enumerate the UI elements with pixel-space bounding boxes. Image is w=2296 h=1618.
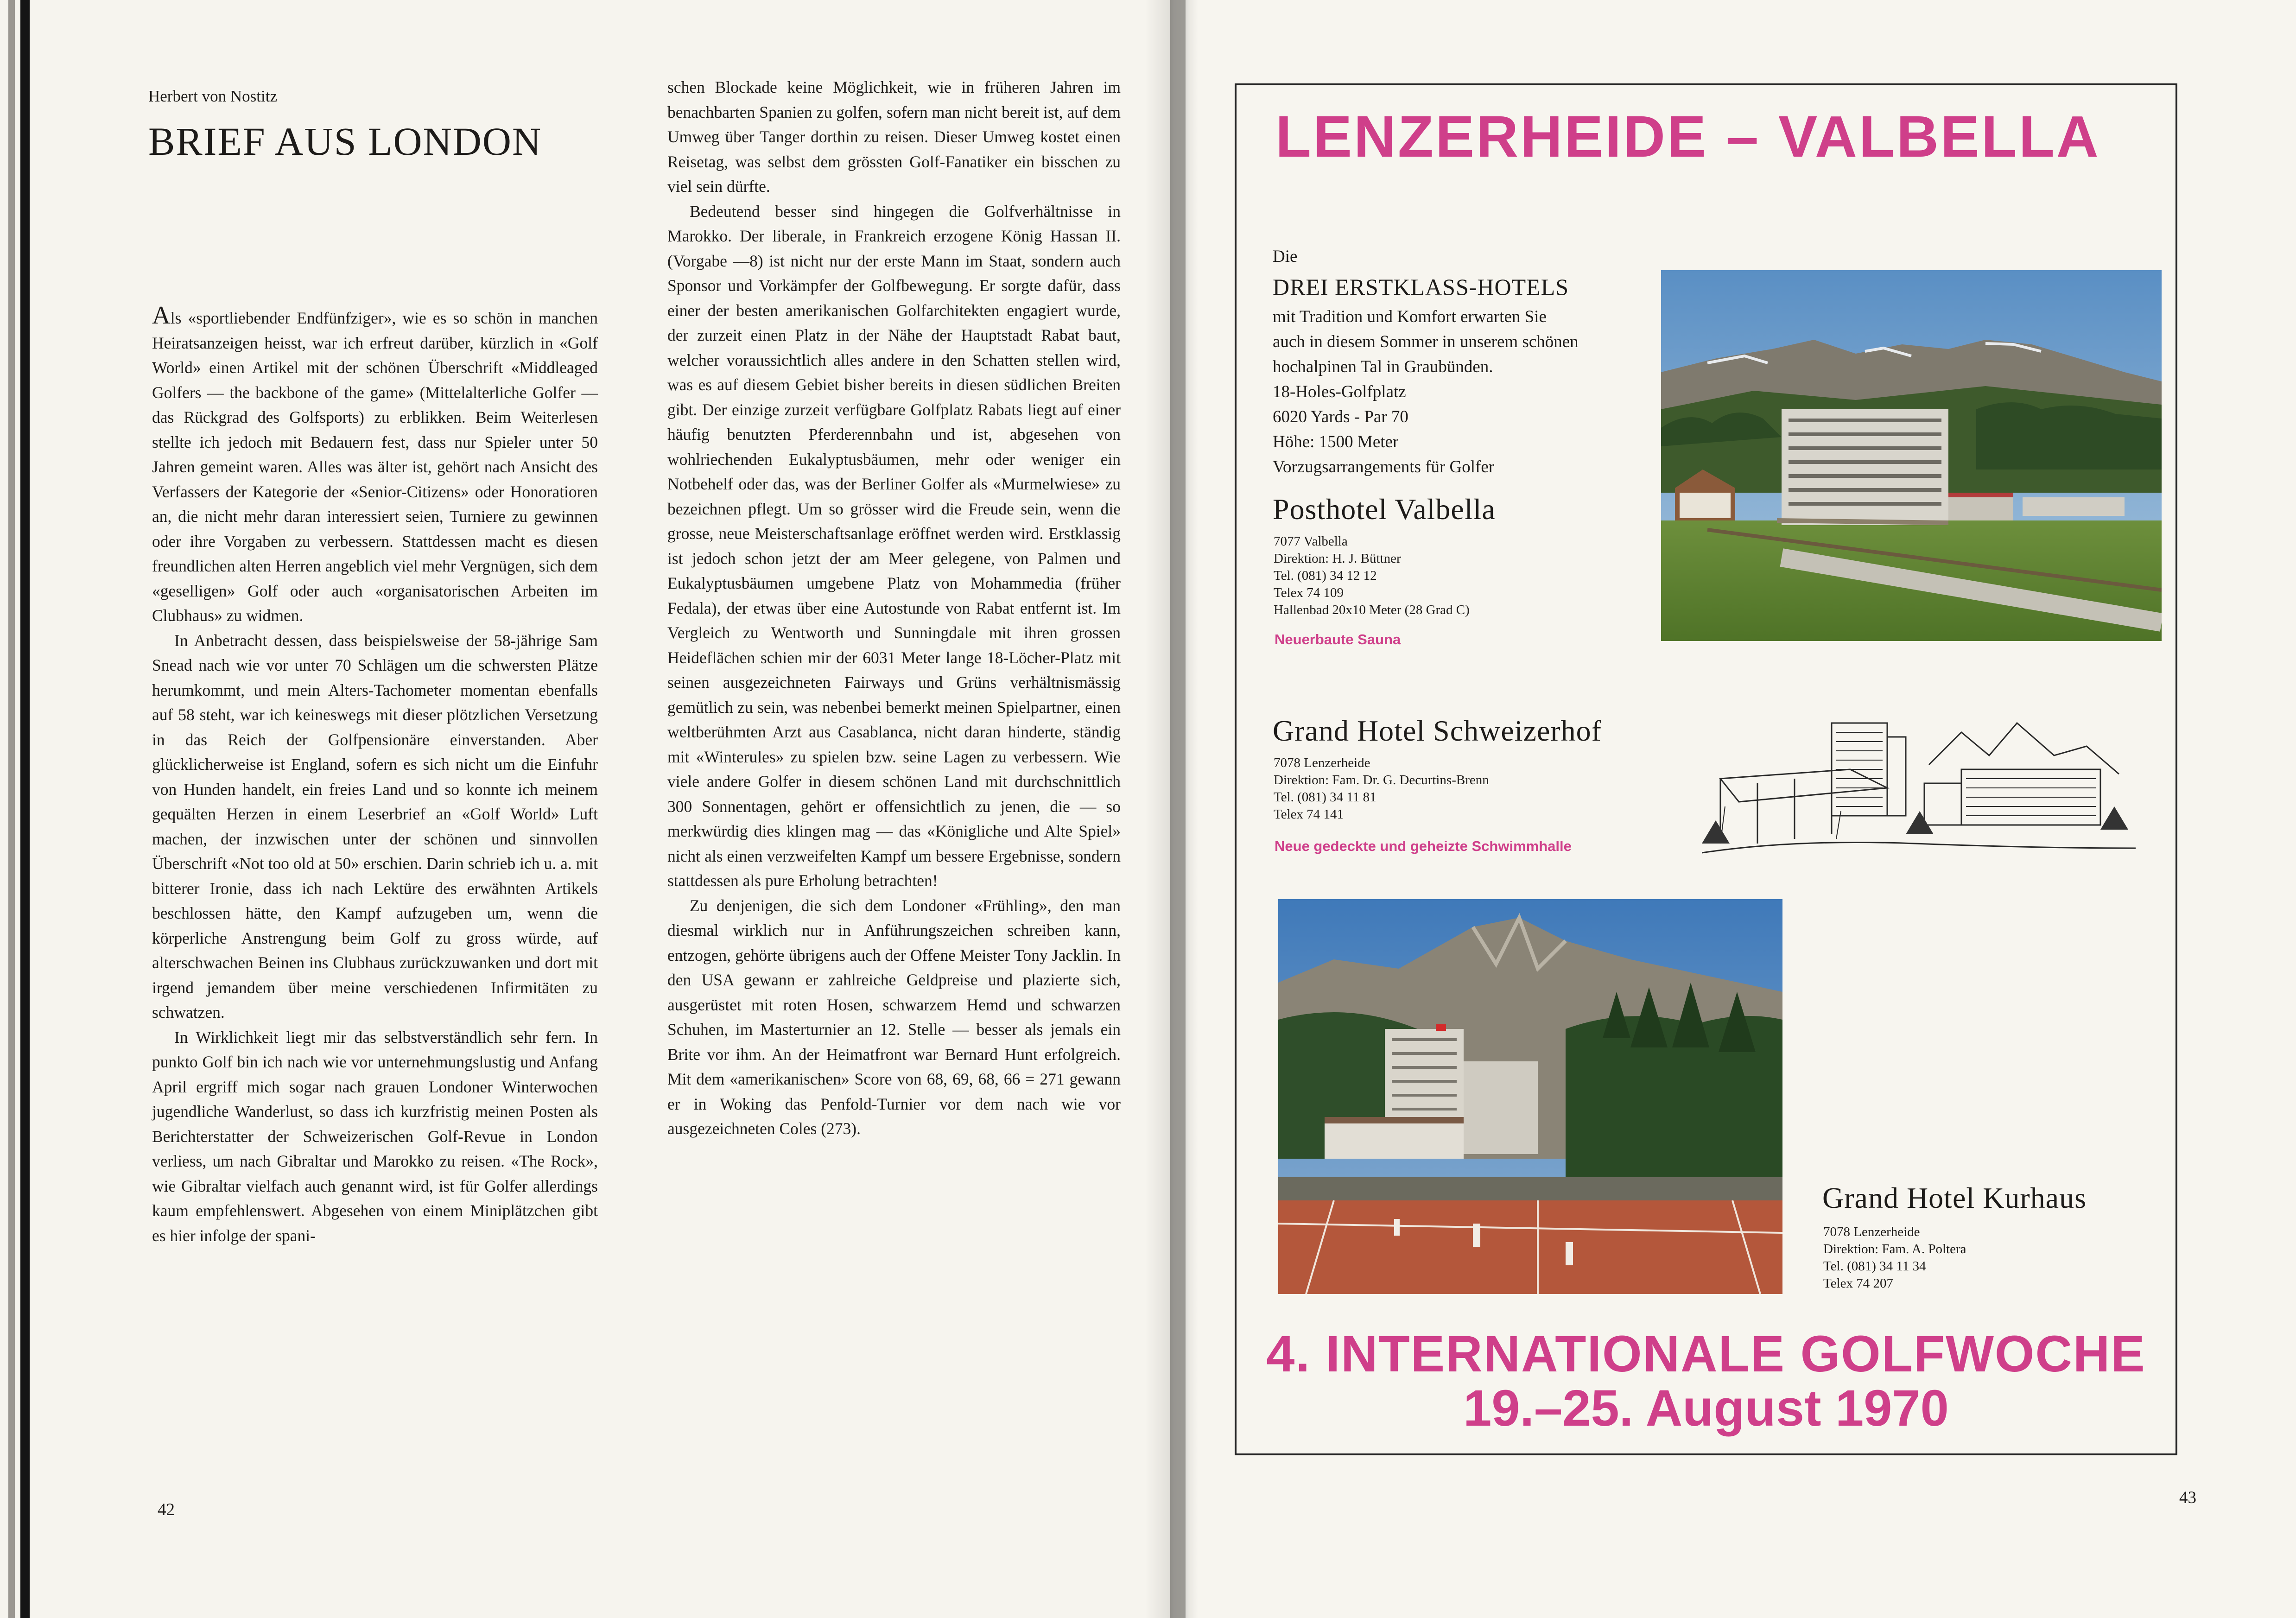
hotel-name-kurhaus: Grand Hotel Kurhaus (1822, 1181, 2087, 1214)
hotel-note-schweizerhof: Neue gedeckte und geheizte Schwimmhalle (1275, 838, 1572, 854)
paragraph: Als «sportliebender Endfünfziger», wie es so schön in manchen Heiratsanzeigen heisst, war ich erfreut darüber, kürzlich in «Golf World» einen Artikel mit der schönen Überschrift «Middleaged Golfers — the backbone of the game» (Mittelalterliche Golfer — das Rückgrad des Golfsports) zu erblikken. Beim Weiterlesen stellte ich jedoch mit Bedauern fest, dass nur Spieler unter 50 Jahren gemeint waren. Alles was älter ist, gehört nach Ansicht des Verfassers der Kategorie der «Senior-Citizens» oder Honoratioren an, die nicht mehr daran interessiert seien, Turniere zu gewinnen oder ihre Vorgaben zu verbessern. Stattdessen macht es diesen freundlichen alten Herren angeblich viel mehr Vergnügen, sich dem «geselligen» Golf oder auch «organisatorischen Arbeiten im Clubhaus» zu widmen. (152, 301, 598, 625)
ad-intro-line: hochalpinen Tal in Graubünden. (1273, 357, 1493, 376)
drop-cap: A (152, 301, 171, 329)
hotel-details-posthotel: 7077 Valbella Direktion: H. J. Büttner Tel. (081) 34 12 12 Telex 74 109 Hallenbad 20x10 Meter (28 Grad C) (1274, 534, 1470, 617)
ad-intro-die: Die (1273, 247, 1298, 266)
ad-intro-line: mit Tradition und Komfort erwarten Sie (1273, 307, 1547, 326)
golf-week-dates: 19.–25. August 1970 (1463, 1380, 1949, 1437)
page-edge-dark (20, 0, 30, 1618)
paragraph: In Anbetracht dessen, dass beispielsweise der 58-jährige Sam Snead nach wie vor unter 70 Schlägen um die schwersten Plätze herumkommt, und mein Alters-Tachometer momentan ebenfalls auf 58 steht, war ich keineswegs mit dieser plötzlichen Versetzung in das Reich der Golfpensionäre einverstanden. Aber glücklicherweise ist England, sofern es sich nicht um die Einfuhr von Hunden handelt, ein freies Land und so konnte ich meinem gequälten Herzen in einem Leserbrief an «Golf World» Luft machen, der inzwischen unter der schönen und sinnvollen Überschrift «Not too old at 50» erschien. Darin schrieb ich u. a. mit bitterer Ironie, dass ich nach Lektüre des erwähnten Artikels beschlossen hätte, den Kampf aufzugeben um, wenn die körperliche Anstrengung beim Golf zu gross würde, auf alterschwachen Beinen ins Clubhaus zurückzuwanken und dort mit irgend jemandem über meine verschiedenen Infirmitäten zu schwatzen. (152, 631, 598, 1022)
photo-posthotel-valbella (1661, 270, 2162, 641)
hotel-name-posthotel: Posthotel Valbella (1273, 493, 1496, 526)
article-column-1 (152, 303, 598, 1248)
ad-heading-hotels: DREI ERSTKLASS-HOTELS (1273, 274, 1569, 300)
hotel-name-schweizerhof: Grand Hotel Schweizerhof (1273, 714, 1602, 747)
hotel-details-kurhaus: 7078 Lenzerheide Direktion: Fam. A. Poltera Tel. (081) 34 11 34 Telex 74 207 (1823, 1225, 1966, 1291)
page-number-right: 43 (2179, 1488, 2196, 1507)
ad-intro-line: auch in diesem Sommer in unserem schönen (1273, 332, 1579, 351)
paragraph: Zu denjenigen, die sich dem Londoner «Frühling», den man diesmal wirklich nur in Anführungszeichen schreiben kann, entzogen, gehörte übrigens auch der Offene Meister Tony Jacklin. In den USA gewann er zahlreiche Geldpreise und plazierte sich, ausgerüstet mit roten Hosen, schwarzem Hemd und schwarzen Schuhen, im Masterturnier an 12. Stelle — besser als jemals ein Brite vor ihm. An der Heimatfront war Bernard Hunt erfolgreich. Mit dem «amerikanischen» Score von 68, 69, 68, 66 = 271 gewann er in Woking das Penfold-Turnier vor dem nach wie vor ausgezeichneten Coles (273). (667, 896, 1121, 1138)
author-name: Herbert von Nostitz (148, 87, 277, 105)
paragraph: schen Blockade keine Möglichkeit, wie in früheren Jahren im benachbarten Spanien zu golfen, sofern man nicht bereit ist, auf dem Umweg über Tanger dorthin zu reisen. Dieser Umweg kostet einen Reisetag, was selbst dem grössten Golf-Fanatiker ein bisschen zu viel sein dürfte. (667, 78, 1121, 196)
ad-intro-line: Höhe: 1500 Meter (1273, 432, 1399, 451)
paragraph: In Wirklichkeit liegt mir das selbstverständlich sehr fern. In punkto Golf bin ich nach wie vor unternehmungslustig und Anfang April ergriff mich sogar nach grauen Londoner Winterwochen jugendliche Wanderlust, so dass ich kurzfristig meinen Posten als Berichterstatter der Schweizerischen Golf-Revue in London verliess, um nach Gibraltar und Marokko zu reisen. «The Rock», wie Gibraltar vielfach auch genannt wird, ist für Golfer allerdings kaum empfehlenswert. Abgesehen von einem Miniplätzchen gibt es hier infolge der spani- (152, 1028, 598, 1245)
ad-intro-line: Vorzugsarrangements für Golfer (1273, 457, 1495, 476)
page-number-left: 42 (158, 1500, 175, 1519)
article-title: BRIEF AUS LONDON (148, 119, 542, 164)
sketch-grand-hotel-schweizerhof (1702, 704, 2136, 871)
golf-week-heading: 4. INTERNATIONALE GOLFWOCHE (1266, 1326, 2146, 1383)
photo-grand-hotel-kurhaus (1278, 899, 1782, 1294)
article-column-2 (667, 75, 1121, 1142)
paragraph: Bedeutend besser sind hingegen die Golfverhältnisse in Marokko. Der liberale, in Frankreich erzogene König Hassan II. (Vorgabe —8) ist nicht nur der erste Mann im Staat, sondern auch Sponsor und Vorkämpfer der Golfbewegung. Er sorgte dafür, dass einer der besten amerikanischen Golfarchitekten engagiert wurde, der zurzeit einen Platz in der Nähe der Hauptstadt Rabat baut, welcher voraussichtlich alles andere in den Schatten stellen wird, was es auf diesem Gebiet bisher bereits in diesen südlichen Breiten gibt. Der einzige zurzeit verfügbare Golfplatz Rabats liegt auf einer häufig benutzten Pferderennbahn und ist, abgesehen von wohlriechenden Eukalyptusbäumen, mehr oder weniger ein Notbehelf oder das, was der Berliner Golfer als «Murmelwiese» zu bezeichnen pflegt. Um so grösser wird die Freude sein, wenn die grosse, neue Meisterschaftsanlage eröffnet werden wird. Erstklassig ist jedoch schon jetzt der am Meer gelegene, von Palmen und Eukalyptusbäumen umgebene Platz von Mohammedia (früher Fedala), der etwas über eine Autostunde von Rabat entfernt ist. Im Vergleich zu Wentworth und Sunningdale mit ihren grossen Heideflächen schien mir der 6031 Meter lange 18-Löcher-Platz mit seinen ausgezeichneten Fairways und Grüns verhältnismässig gemütlich zu sein, was nebenbei bemerkt meinen Spielpartner, einen weltberühmten Arzt aus Casablanca, nicht daran hinderte, ständig mit «Winterules» zu spielen bzw. seine Lagen zu verbessern. Wie viele andere Golfer in diesem schönen Land mit durchschnittlich 300 Sonnentagen, gehört er offensichtlich zu jenen, die — so merkwürdig dies klingen mag — das «Königliche und Alte Spiel» nicht als einen verzweifelten Kampf um bessere Ergebnisse, sondern stattdessen als pure Erholung betrachten! (667, 202, 1121, 890)
ad-intro-line: 18-Holes-Golfplatz (1273, 382, 1406, 401)
page-edge (8, 0, 15, 1618)
hotel-note-posthotel: Neuerbaute Sauna (1275, 631, 1401, 647)
ad-title: LENZERHEIDE – VALBELLA (1275, 104, 2100, 169)
ad-intro-line: 6020 Yards - Par 70 (1273, 407, 1408, 426)
hotel-details-schweizerhof: 7078 Lenzerheide Direktion: Fam. Dr. G. Decurtins-Brenn Tel. (081) 34 11 81 Telex 74 141 (1274, 755, 1489, 822)
spine-shadow-right (1170, 0, 1198, 1618)
